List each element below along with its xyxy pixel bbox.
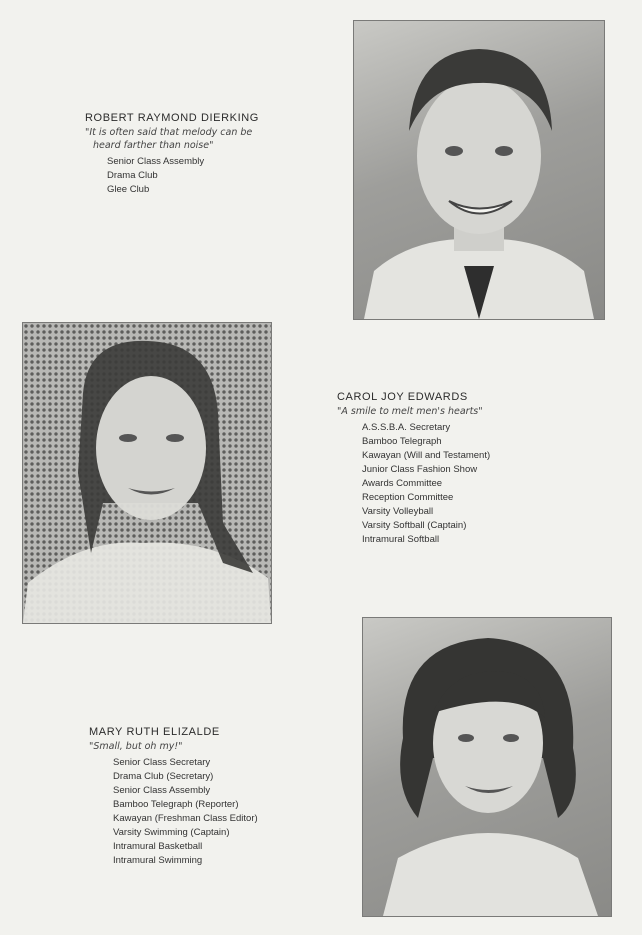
student-name: ROBERT RAYMOND DIERKING [85,112,259,124]
activity-item: Junior Class Fashion Show [362,464,478,475]
activity-item: Senior Class Assembly [113,785,211,796]
student-quote [85,126,259,152]
activity-item: Bamboo Telegraph [362,436,442,447]
activity-item: A.S.S.B.A. Secretary [362,422,451,433]
activity-item: Intramural Softball [362,534,440,545]
activity-item: Drama Club [107,170,158,181]
activity-item: Drama Club (Secretary) [113,771,214,782]
portrait-figure [363,618,611,916]
student-name: MARY RUTH ELIZALDE [89,726,220,738]
student-bio-edwards [337,391,490,547]
portrait-photo-edwards [22,322,272,624]
activity-item: Kawayan (Will and Testament) [362,450,491,461]
portrait-photo-elizalde [362,617,612,917]
activity-item: Varsity Volleyball [362,506,434,517]
activity-item: Awards Committee [362,478,443,489]
activity-item: Bamboo Telegraph (Reporter) [113,799,239,810]
portrait-figure [23,323,271,623]
activity-item: Kawayan (Freshman Class Editor) [113,813,258,824]
activity-item: Intramural Basketball [113,841,203,852]
student-quote-line: "It is often said that melody can be [85,127,253,138]
activity-item: Glee Club [107,184,150,195]
student-quote: "A smile to melt men's hearts" [337,406,483,417]
activity-list [85,155,259,197]
activity-item: Senior Class Secretary [113,757,211,768]
student-name: CAROL JOY EDWARDS [337,391,468,403]
activity-item: Varsity Softball (Captain) [362,520,467,531]
student-quote-line: heard farther than noise" [93,140,214,151]
activity-item: Reception Committee [362,492,454,503]
activity-item: Senior Class Assembly [107,156,205,167]
portrait-figure [354,21,604,319]
student-bio-dierking [85,112,259,197]
activity-item: Intramural Swimming [113,855,203,866]
activity-list [337,421,490,547]
student-quote: "Small, but oh my!" [89,741,183,752]
student-bio-elizalde [89,726,258,868]
portrait-photo-dierking [353,20,605,320]
activity-list [89,756,258,868]
activity-item: Varsity Swimming (Captain) [113,827,230,838]
